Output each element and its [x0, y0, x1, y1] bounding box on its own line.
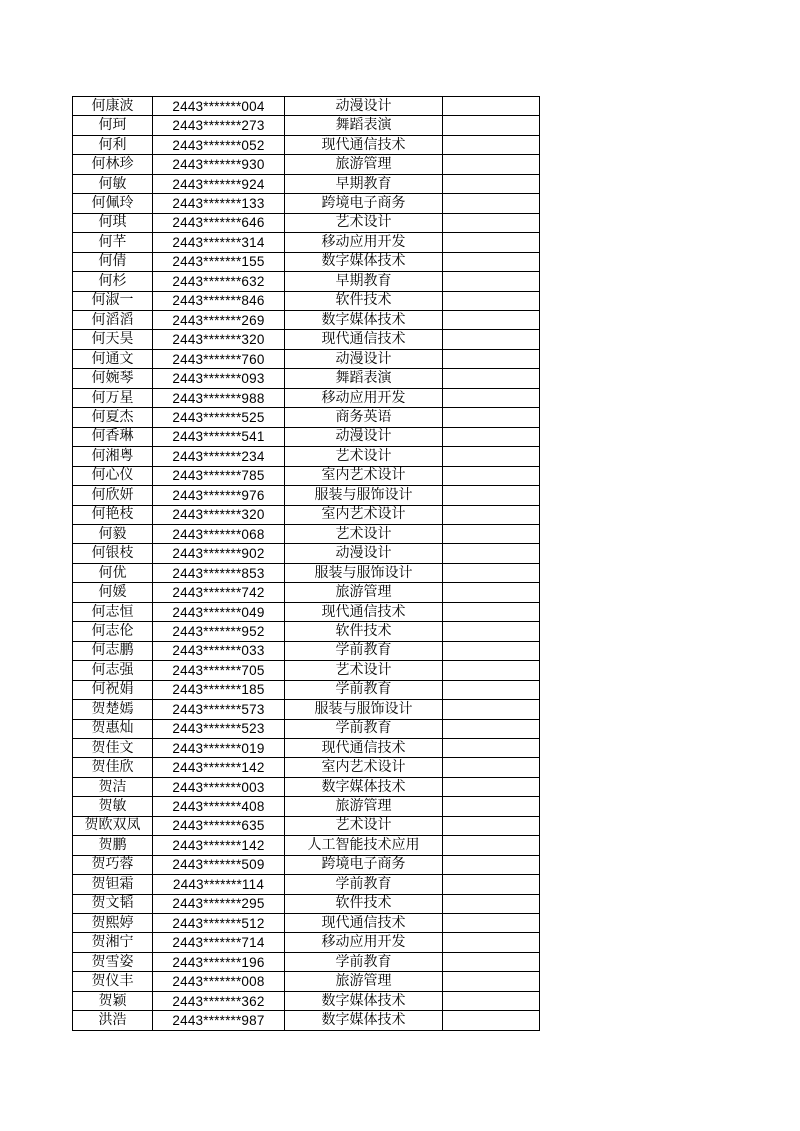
student-name-cell: 何夏杰: [73, 408, 153, 427]
student-major-cell: 移动应用开发: [285, 233, 443, 252]
table-row: [73, 738, 540, 757]
student-id-cell: 2443*******269: [153, 310, 285, 329]
student-id-cell: 2443*******362: [153, 991, 285, 1010]
student-major-cell: 数字媒体技术: [285, 1011, 443, 1030]
student-name-cell: 何天昊: [73, 330, 153, 349]
table-row: [73, 836, 540, 855]
student-major-cell: 学前教育: [285, 952, 443, 971]
table-row: [73, 272, 540, 291]
student-id-cell: 2443*******760: [153, 349, 285, 368]
student-name-cell: 何万星: [73, 388, 153, 407]
note-cell: [443, 369, 540, 388]
note-cell: [443, 680, 540, 699]
student-name-cell: 何毅: [73, 524, 153, 543]
student-id-cell: 2443*******320: [153, 505, 285, 524]
student-major-cell: 艺术设计: [285, 661, 443, 680]
table-row: [73, 583, 540, 602]
student-major-cell: 旅游管理: [285, 155, 443, 174]
note-cell: [443, 622, 540, 641]
student-major-cell: 室内艺术设计: [285, 758, 443, 777]
note-cell: [443, 388, 540, 407]
note-cell: [443, 894, 540, 913]
student-id-cell: 2443*******142: [153, 758, 285, 777]
note-cell: [443, 719, 540, 738]
student-id-cell: 2443*******632: [153, 272, 285, 291]
student-name-cell: 何志强: [73, 661, 153, 680]
student-major-cell: 服装与服饰设计: [285, 486, 443, 505]
student-name-cell: 贺佳欣: [73, 758, 153, 777]
note-cell: [443, 135, 540, 154]
table-row: [73, 855, 540, 874]
note-cell: [443, 155, 540, 174]
note-cell: [443, 466, 540, 485]
table-row: [73, 816, 540, 835]
student-major-cell: 艺术设计: [285, 524, 443, 543]
student-major-cell: 室内艺术设计: [285, 466, 443, 485]
table-row: [73, 602, 540, 621]
table-row: [73, 310, 540, 329]
student-id-cell: 2443*******068: [153, 524, 285, 543]
student-major-cell: 学前教育: [285, 680, 443, 699]
student-major-cell: 服装与服饰设计: [285, 700, 443, 719]
student-major-cell: 现代通信技术: [285, 738, 443, 757]
student-major-cell: 跨境电子商务: [285, 855, 443, 874]
student-major-cell: 室内艺术设计: [285, 505, 443, 524]
student-id-cell: 2443*******924: [153, 174, 285, 193]
student-major-cell: 早期教育: [285, 174, 443, 193]
student-name-cell: 贺文韬: [73, 894, 153, 913]
student-id-cell: 2443*******133: [153, 194, 285, 213]
student-name-cell: 贺钽霜: [73, 875, 153, 894]
student-name-cell: 贺鹏: [73, 836, 153, 855]
table-row: [73, 563, 540, 582]
student-major-cell: 动漫设计: [285, 427, 443, 446]
note-cell: [443, 447, 540, 466]
student-name-cell: 贺熙婷: [73, 914, 153, 933]
student-id-cell: 2443*******033: [153, 641, 285, 660]
note-cell: [443, 291, 540, 310]
student-id-cell: 2443*******714: [153, 933, 285, 952]
table-row: [73, 174, 540, 193]
student-name-cell: 贺雪姿: [73, 952, 153, 971]
note-cell: [443, 505, 540, 524]
note-cell: [443, 797, 540, 816]
table-row: [73, 661, 540, 680]
student-major-cell: 现代通信技术: [285, 330, 443, 349]
note-cell: [443, 194, 540, 213]
note-cell: [443, 875, 540, 894]
student-id-cell: 2443*******003: [153, 777, 285, 796]
student-id-cell: 2443*******742: [153, 583, 285, 602]
table-row: [73, 641, 540, 660]
student-id-cell: 2443*******646: [153, 213, 285, 232]
student-major-cell: 动漫设计: [285, 349, 443, 368]
student-major-cell: 软件技术: [285, 894, 443, 913]
student-major-cell: 数字媒体技术: [285, 777, 443, 796]
note-cell: [443, 836, 540, 855]
student-id-cell: 2443*******273: [153, 116, 285, 135]
note-cell: [443, 233, 540, 252]
note-cell: [443, 524, 540, 543]
student-name-cell: 何祝娟: [73, 680, 153, 699]
note-cell: [443, 330, 540, 349]
student-name-cell: 何志鹏: [73, 641, 153, 660]
student-name-cell: 贺洁: [73, 777, 153, 796]
table-row: [73, 1011, 540, 1030]
student-roster-table: [72, 96, 540, 1031]
student-major-cell: 艺术设计: [285, 447, 443, 466]
note-cell: [443, 486, 540, 505]
student-id-cell: 2443*******114: [153, 875, 285, 894]
table-row: [73, 388, 540, 407]
student-major-cell: 学前教育: [285, 719, 443, 738]
student-name-cell: 何琪: [73, 213, 153, 232]
table-row: [73, 349, 540, 368]
note-cell: [443, 952, 540, 971]
table-row: [73, 466, 540, 485]
student-major-cell: 现代通信技术: [285, 914, 443, 933]
student-major-cell: 数字媒体技术: [285, 252, 443, 271]
note-cell: [443, 641, 540, 660]
student-name-cell: 何媛: [73, 583, 153, 602]
table-row: [73, 252, 540, 271]
table-row: [73, 622, 540, 641]
student-id-cell: 2443*******019: [153, 738, 285, 757]
student-major-cell: 舞蹈表演: [285, 369, 443, 388]
student-name-cell: 何艳枝: [73, 505, 153, 524]
table-row: [73, 447, 540, 466]
student-id-cell: 2443*******049: [153, 602, 285, 621]
note-cell: [443, 1011, 540, 1030]
note-cell: [443, 933, 540, 952]
roster-body: [73, 97, 540, 1031]
student-major-cell: 动漫设计: [285, 97, 443, 116]
table-row: [73, 680, 540, 699]
table-row: [73, 719, 540, 738]
table-row: [73, 991, 540, 1010]
note-cell: [443, 97, 540, 116]
student-name-cell: 何湘粤: [73, 447, 153, 466]
student-id-cell: 2443*******196: [153, 952, 285, 971]
note-cell: [443, 252, 540, 271]
student-name-cell: 何敏: [73, 174, 153, 193]
table-row: [73, 894, 540, 913]
student-name-cell: 何婉琴: [73, 369, 153, 388]
student-name-cell: 何康波: [73, 97, 153, 116]
student-major-cell: 动漫设计: [285, 544, 443, 563]
table-row: [73, 427, 540, 446]
note-cell: [443, 116, 540, 135]
student-major-cell: 旅游管理: [285, 583, 443, 602]
student-name-cell: 何利: [73, 135, 153, 154]
student-id-cell: 2443*******408: [153, 797, 285, 816]
student-name-cell: 贺佳文: [73, 738, 153, 757]
table-row: [73, 933, 540, 952]
student-name-cell: 何珂: [73, 116, 153, 135]
student-major-cell: 舞蹈表演: [285, 116, 443, 135]
student-major-cell: 现代通信技术: [285, 135, 443, 154]
student-name-cell: 何优: [73, 563, 153, 582]
student-name-cell: 何佩玲: [73, 194, 153, 213]
student-id-cell: 2443*******573: [153, 700, 285, 719]
student-name-cell: 贺巧蓉: [73, 855, 153, 874]
student-major-cell: 软件技术: [285, 291, 443, 310]
student-major-cell: 旅游管理: [285, 797, 443, 816]
student-id-cell: 2443*******509: [153, 855, 285, 874]
note-cell: [443, 408, 540, 427]
note-cell: [443, 602, 540, 621]
student-id-cell: 2443*******846: [153, 291, 285, 310]
student-name-cell: 何志伦: [73, 622, 153, 641]
table-row: [73, 505, 540, 524]
table-row: [73, 155, 540, 174]
student-name-cell: 何倩: [73, 252, 153, 271]
student-major-cell: 现代通信技术: [285, 602, 443, 621]
student-id-cell: 2443*******234: [153, 447, 285, 466]
note-cell: [443, 777, 540, 796]
table-row: [73, 291, 540, 310]
table-row: [73, 700, 540, 719]
student-major-cell: 学前教育: [285, 641, 443, 660]
student-id-cell: 2443*******930: [153, 155, 285, 174]
student-name-cell: 洪浩: [73, 1011, 153, 1030]
student-id-cell: 2443*******512: [153, 914, 285, 933]
table-row: [73, 524, 540, 543]
student-id-cell: 2443*******952: [153, 622, 285, 641]
table-row: [73, 875, 540, 894]
table-row: [73, 330, 540, 349]
student-id-cell: 2443*******976: [153, 486, 285, 505]
note-cell: [443, 174, 540, 193]
student-id-cell: 2443*******052: [153, 135, 285, 154]
student-name-cell: 何心仪: [73, 466, 153, 485]
student-name-cell: 贺颖: [73, 991, 153, 1010]
student-id-cell: 2443*******541: [153, 427, 285, 446]
student-id-cell: 2443*******902: [153, 544, 285, 563]
student-id-cell: 2443*******785: [153, 466, 285, 485]
student-name-cell: 何芊: [73, 233, 153, 252]
table-row: [73, 97, 540, 116]
student-major-cell: 移动应用开发: [285, 933, 443, 952]
note-cell: [443, 310, 540, 329]
table-row: [73, 952, 540, 971]
note-cell: [443, 758, 540, 777]
student-major-cell: 艺术设计: [285, 213, 443, 232]
student-name-cell: 贺惠灿: [73, 719, 153, 738]
note-cell: [443, 738, 540, 757]
student-id-cell: 2443*******295: [153, 894, 285, 913]
student-name-cell: 何滔滔: [73, 310, 153, 329]
student-name-cell: 何志恒: [73, 602, 153, 621]
student-major-cell: 跨境电子商务: [285, 194, 443, 213]
note-cell: [443, 272, 540, 291]
student-major-cell: 数字媒体技术: [285, 310, 443, 329]
student-name-cell: 贺湘宁: [73, 933, 153, 952]
table-row: [73, 914, 540, 933]
student-id-cell: 2443*******142: [153, 836, 285, 855]
student-id-cell: 2443*******155: [153, 252, 285, 271]
student-id-cell: 2443*******987: [153, 1011, 285, 1030]
table-row: [73, 408, 540, 427]
student-name-cell: 何杉: [73, 272, 153, 291]
student-id-cell: 2443*******314: [153, 233, 285, 252]
table-row: [73, 116, 540, 135]
table-row: [73, 213, 540, 232]
note-cell: [443, 991, 540, 1010]
table-row: [73, 486, 540, 505]
note-cell: [443, 914, 540, 933]
student-major-cell: 旅游管理: [285, 972, 443, 991]
student-major-cell: 软件技术: [285, 622, 443, 641]
note-cell: [443, 816, 540, 835]
student-id-cell: 2443*******988: [153, 388, 285, 407]
student-major-cell: 移动应用开发: [285, 388, 443, 407]
table-row: [73, 135, 540, 154]
student-name-cell: 何欣妍: [73, 486, 153, 505]
student-major-cell: 人工智能技术应用: [285, 836, 443, 855]
student-id-cell: 2443*******635: [153, 816, 285, 835]
student-name-cell: 何淑一: [73, 291, 153, 310]
table-row: [73, 233, 540, 252]
student-id-cell: 2443*******093: [153, 369, 285, 388]
student-name-cell: 贺楚嫣: [73, 700, 153, 719]
student-id-cell: 2443*******705: [153, 661, 285, 680]
table-row: [73, 972, 540, 991]
student-major-cell: 数字媒体技术: [285, 991, 443, 1010]
student-id-cell: 2443*******853: [153, 563, 285, 582]
student-major-cell: 学前教育: [285, 875, 443, 894]
student-id-cell: 2443*******004: [153, 97, 285, 116]
student-id-cell: 2443*******523: [153, 719, 285, 738]
note-cell: [443, 213, 540, 232]
note-cell: [443, 427, 540, 446]
note-cell: [443, 563, 540, 582]
student-major-cell: 艺术设计: [285, 816, 443, 835]
note-cell: [443, 972, 540, 991]
note-cell: [443, 544, 540, 563]
student-name-cell: 贺敏: [73, 797, 153, 816]
table-row: [73, 369, 540, 388]
note-cell: [443, 700, 540, 719]
student-major-cell: 早期教育: [285, 272, 443, 291]
student-name-cell: 何通文: [73, 349, 153, 368]
student-name-cell: 何银枝: [73, 544, 153, 563]
student-major-cell: 商务英语: [285, 408, 443, 427]
table-row: [73, 797, 540, 816]
table-row: [73, 777, 540, 796]
student-id-cell: 2443*******008: [153, 972, 285, 991]
student-name-cell: 何香琳: [73, 427, 153, 446]
student-name-cell: 贺仪丰: [73, 972, 153, 991]
note-cell: [443, 661, 540, 680]
note-cell: [443, 583, 540, 602]
student-id-cell: 2443*******185: [153, 680, 285, 699]
student-id-cell: 2443*******320: [153, 330, 285, 349]
table-row: [73, 544, 540, 563]
student-name-cell: 何林珍: [73, 155, 153, 174]
note-cell: [443, 855, 540, 874]
student-major-cell: 服装与服饰设计: [285, 563, 443, 582]
table-row: [73, 194, 540, 213]
student-name-cell: 贺欧双凤: [73, 816, 153, 835]
table-row: [73, 758, 540, 777]
note-cell: [443, 349, 540, 368]
student-id-cell: 2443*******525: [153, 408, 285, 427]
